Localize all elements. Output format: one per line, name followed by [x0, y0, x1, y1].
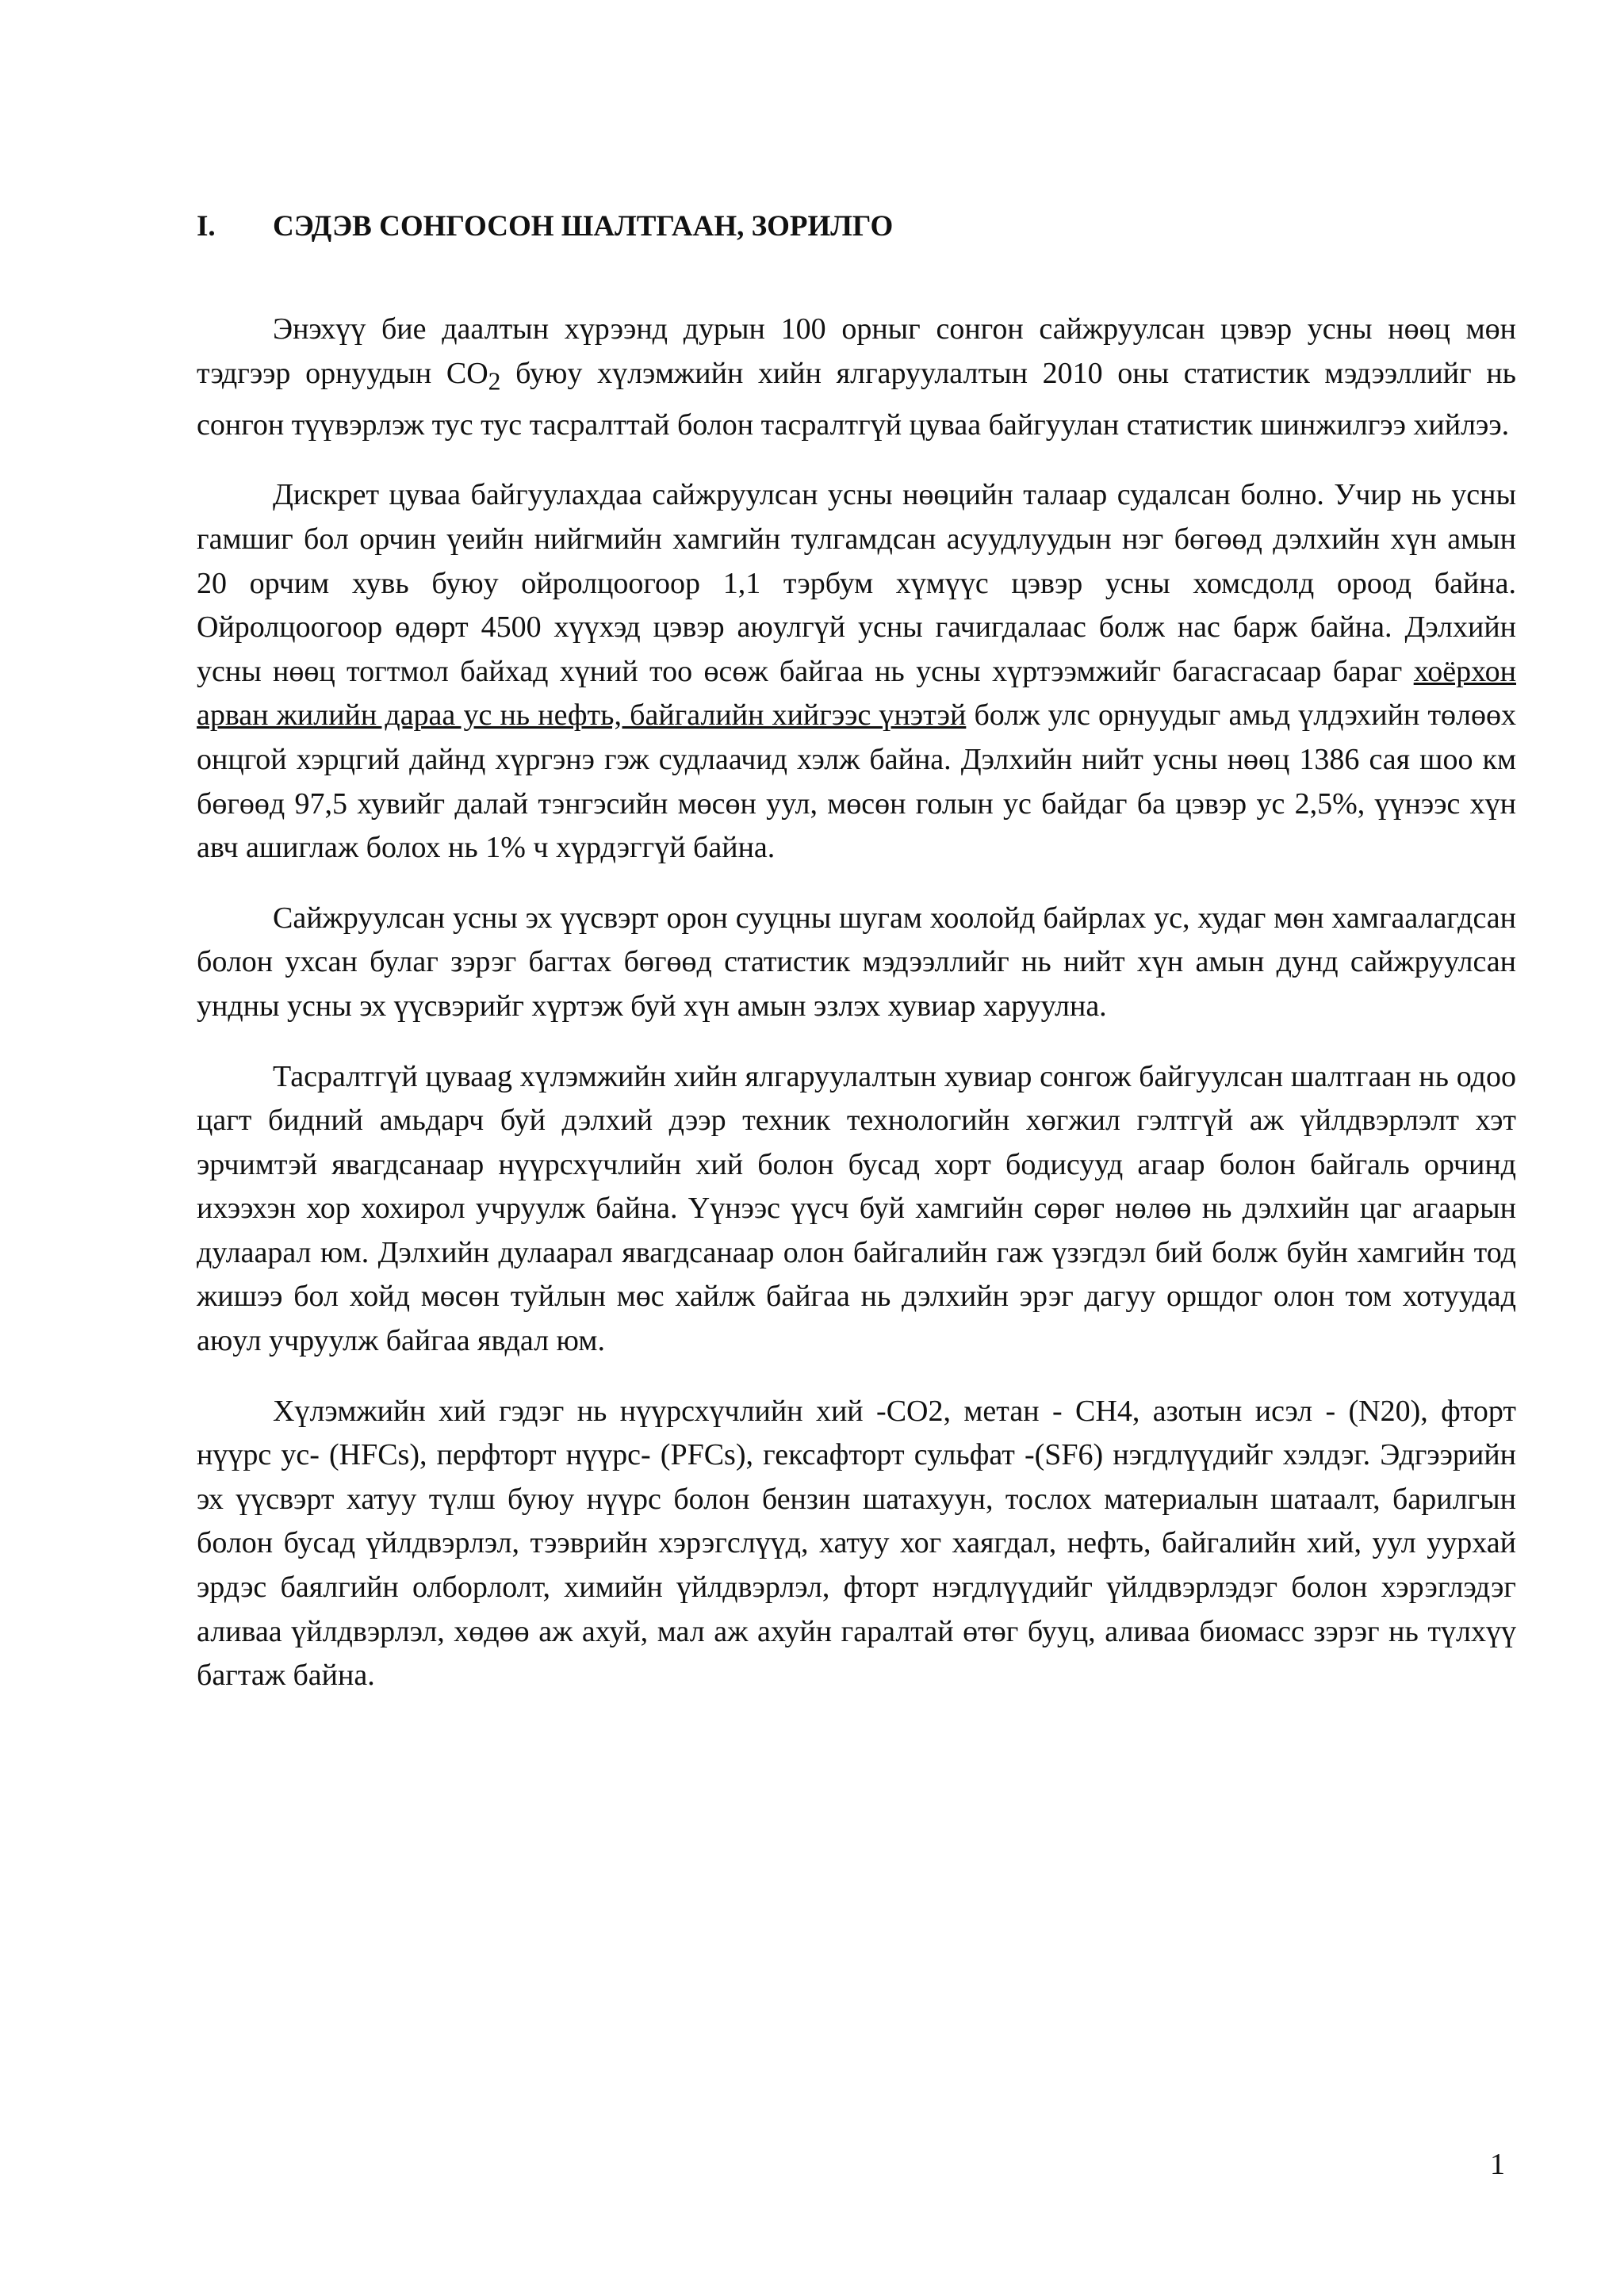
- co2-subscript: 2: [488, 367, 501, 396]
- section-number: I.: [197, 210, 216, 243]
- paragraph-1-text-a: Энэхүү бие даалтын хүрээнд дурын 100 орныг сонгон сайжруулсан цэвэр усны нөөц мөн тэдгээр орнуудын CO: [197, 312, 1516, 390]
- paragraph-2-text-a: Дискрет цуваа байгуулахдаа сайжруулсан усны нөөцийн талаар судалсан болно. Учир нь усны гамшиг бол орчин үеийн нийгмийн хамгийн тулгамдсан асуудлуудын нэг бөгөөд дэлхийн хүн амын 20 орчим хувь буюу ойролцоогоор 1,1 тэрбум хүмүүс цэвэр усны хомсдолд ороод байна. Ойролцоогоор өдөрт 4500 хүүхэд цэвэр аюулгүй усны гачигдалаас болж нас барж байна. Дэлхийн усны нөөц тогтмол байхад хүний тоо өсөж байгаа нь усны хүртээмжийг багасгасаар бараг: [197, 478, 1516, 688]
- paragraph-3: Сайжруулсан усны эх үүсвэрт орон сууцны шугам хоолойд байрлах ус, худаг мөн хамгаалагдсан болон ухсан булаг зэрэг багтах бөгөөд статистик мэдээллийг нь нийт хүн амын дунд сайжруулсан ундны усны эх үүсвэрийг хүртэж буй хүн амын эзлэх хувиар харуулна.: [197, 901, 1516, 1023]
- page-number: 1: [1490, 2148, 1505, 2181]
- paragraph-4: Тасралтгүй цуваag хүлэмжийн хийн ялгаруулалтын хувиар сонгож байгуулсан шалтгаан нь одоо цагт бидний амьдарч буй дэлхий дээр техник технологийн хөгжил гэлтгүй аж үйлдвэрлэлт хэт эрчимтэй явагдсанаар нүүрсхүчлийн хий болон бусад хорт бодисууд агаар болон байгаль орчинд ихээхэн хор хохирол учруулж байна. Үүнээс үүсч буй хамгийн сөрөг нөлөө нь дэлхийн цаг агаарын дулаарал юм. Дэлхийн дулаарал явагдсанаар олон байгалийн гаж үзэгдэл бий болж буйн хамгийн тод жишээ бол хойд мөсөн туйлын мөс хайлж байгаа нь дэлхийн эрэг дагуу оршдог олон том хотуудад аюул учруулж байгаа явдал юм.: [197, 1059, 1516, 1358]
- paragraph-2: [197, 473, 1516, 870]
- document-body: [197, 308, 1516, 1724]
- section-heading: [197, 208, 893, 246]
- paragraph-2-text-b: болж улс орнуудыг амьд үлдэхийн төлөөх онцгой хэрцгий дайнд хүргэнэ гэж судлаачид хэлж байна. Дэлхийн нийт усны нөөц 1386 сая шоо км бөгөөд 97,5 хувийг далай тэнгэсийн мөсөн уул, мөсөн голын ус байдаг ба цэвэр ус 2,5%, үүнээс хүн авч ашиглаж болох нь 1% ч хүрдэггүй байна.: [197, 698, 1517, 865]
- paragraph-1-text-b: буюу хүлэмжийн хийн ялгаруулалтын 2010 оны статистик мэдээллийг нь сонгон түүвэрлэж тус тус тасралттай болон тасралтгүй цуваа байгуулан статистик шинжилгээ хийлээ.: [197, 356, 1516, 442]
- paragraph-5: Хүлэмжийн хий гэдэг нь нүүрсхүчлийн хий -CO2, метан - CH4, азотын исэл - (N20), фторт нүүрс ус- (HFCs), перфторт нүүрс- (PFCs), гексафторт сульфат -(SF6) нэгдлүүдийг хэлдэг. Эдгээрийн эх үүсвэрт хатуу түлш буюу нүүрс болон бензин шатахуун, тослох материалын шатаалт, барилгын болон бусад үйлдвэрлэл, тээврийн хэрэгслүүд, хатуу хог хаягдал, нефть, байгалийн хий, уул уурхай эрдэс баялгийн олборлолт, химийн үйлдвэрлэл, фторт нэгдлүүдийг үйлдвэрлэдэг болон хэрэглэдэг аливаа үйлдвэрлэл, хөдөө аж ахуй, мал аж ахуйн гаралтай өтөг бууц, аливаа биомасс зэрэг нь түлхүү багтаж байна.: [197, 1394, 1516, 1693]
- underlined-link[interactable]: хоёрхон арван жилийн дараа ус нь нефть, байгалийн хийгээс үнэтэй: [197, 654, 1516, 733]
- paragraph-1: [197, 308, 1516, 447]
- section-title: СЭДЭВ СОНГОСОН ШАЛТГААН, ЗОРИЛГО: [273, 210, 894, 243]
